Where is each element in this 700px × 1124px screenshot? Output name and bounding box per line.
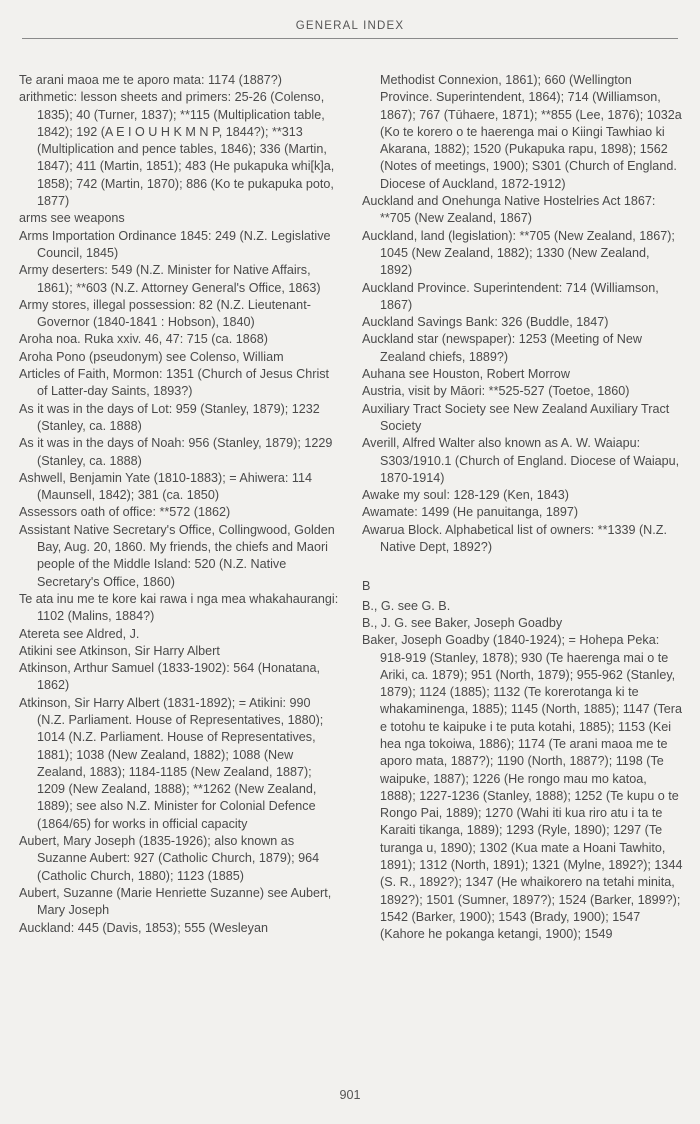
index-entry: Awake my soul: 128-129 (Ken, 1843) [362,488,569,503]
index-entry: arms see weapons [19,211,125,226]
running-header: GENERAL INDEX [22,20,678,39]
index-entry: Averill, Alfred Walter also known as A. W. Waiapu: S303/1910.1 (Church of England. Diocese of Waiapu, 1870-1914) [362,436,680,485]
index-entry: Auxiliary Tract Society see New Zealand Auxiliary Tract Society [362,401,670,433]
index-entry: Atkinson, Sir Harry Albert (1831-1892); = Atikini: 990 (N.Z. Parliament. House of Representatives, 1880); 1014 (N.Z. Parliament. House of Representatives, 1881); 1038 (New Zealand, 1882); 1088 (New Zealand, 1883); 1184-1185 (New Zealand, 1887); 1209 (New Zealand, 1888); **1262 (New Zealand, 1889); see also N.Z. Minister for Colonial Defence (1864/65) for works in official capacity [19,695,324,831]
index-column-left [19,72,341,937]
index-entry: Auckland Province. Superintendent: 714 (Williamson, 1867) [362,280,659,312]
index-entry: As it was in the days of Lot: 959 (Stanley, 1879); 1232 (Stanley, ca. 1888) [19,401,320,433]
index-entry: Auhana see Houston, Robert Morrow [362,367,570,382]
index-entry: Aubert, Mary Joseph (1835-1926); also known as Suzanne Aubert: 927 (Catholic Church, 1879); 964 (Catholic Church, 1880); 1123 (1885) [19,834,320,883]
index-entry-continued: Methodist Connexion, 1861); 660 (Wellington Province. Superintendent, 1864); 714 (Williamson, 1867); 767 (Tūhaere, 1871); **855 (Lee, 1876); 1032a (Ko te korero o te haerenga mai o Kiingi Tawhiao ki Akarana, 1882); 1520 (Pukapuka rapu, 1898); 1562 (Notes of meetings, 1900); S301 (Church of England. Diocese of Auckland, 1872-1912) [380,73,682,191]
index-entry: Assistant Native Secretary's Office, Collingwood, Golden Bay, Aug. 20, 1860. My friends, the chiefs and Maori people of the Middle Island: 520 (N.Z. Native Secretary's Office, 1860) [19,522,335,589]
index-entry: B., G. see G. B. [362,598,451,613]
index-entry: Auckland: 445 (Davis, 1853); 555 (Wesleyan [19,920,268,935]
index-entry: Assessors oath of office: **572 (1862) [19,505,231,520]
index-column-right [362,72,684,944]
index-entry: Atereta see Aldred, J. [19,626,140,641]
index-entry: Austria, visit by Māori: **525-527 (Toetoe, 1860) [362,384,630,399]
index-entry: As it was in the days of Noah: 956 (Stanley, 1879); 1229 (Stanley, ca. 1888) [19,436,333,468]
index-entry: Arms Importation Ordinance 1845: 249 (N.Z. Legislative Council, 1845) [19,228,331,260]
index-entry: Aroha Pono (pseudonym) see Colenso, William [19,349,284,364]
index-entry: Army stores, illegal possession: 82 (N.Z. Lieutenant-Governor (1840-1841 : Hobson), 1840) [19,297,311,330]
page-number: 901 [339,1088,361,1102]
index-entry: Baker, Joseph Goadby (1840-1924); = Hohepa Peka: 918-919 (Stanley, 1878); 930 (Te haerenga mai o te Ariki, ca. 1879); 951 (North, 1879); 955-962 (Stanley, 1879); 1124 (1885); 1132 (Te korerotanga ki te whakaminenga, 1885); 1145 (North, 1885); 1147 (Tera e totohu te kaipuke i te puta kotahi, 1885); 1153 (Kei hea nga tokoiwa, 1886); 1174 (Te arani maoa me te aporo mata, 1887?); 1190 (North, 1887?); 1198 (Te waipuke, 1887); 1226 (He rongo mau mo katoa, 1888); 1227-1236 (Stanley, 1888); 1252 (Te kupu o te Rongo Pai, 1889); 1270 (Wahi iti kua riro atu i ta te Karaiti tikanga, 1889); 1293 (Ryle, 1890); 1297 (Te turanga u, 1890); 1302 (Kua mate a Hoani Tawhito, 1891); 1312 (North, 1891); 1321 (Mylne, 1892?); 1344 (S. R., 1892?); 1347 (He whaikorero na tetahi minita, 1892?); 1501 (Sumner, 1897?); 1524 (Barker, 1899?); 1542 (Barker, 1900); 1543 (Brady, 1900); 1547 (Kahore he pokanga ketangi, 1900); 1549 [362,633,683,942]
index-entry: Auckland Savings Bank: 326 (Buddle, 1847) [362,315,609,330]
index-entry: Awarua Block. Alphabetical list of owners: **1339 (N.Z. Native Dept, 1892?) [362,522,667,555]
index-entry: Aroha noa. Ruka xxiv. 46, 47: 715 (ca. 1868) [19,332,268,347]
index-entry: Army deserters: 549 (N.Z. Minister for Native Affairs, 1861); **603 (N.Z. Attorney General's Office, 1863) [19,263,321,295]
index-entry: Atkinson, Arthur Samuel (1833-1902): 564 (Honatana, 1862) [19,661,321,693]
index-entry: Te arani maoa me te aporo mata: 1174 (1887?) [19,73,282,87]
section-letter-heading: B [362,579,371,594]
index-entry: Auckland, land (legislation): **705 (New Zealand, 1867); 1045 (New Zealand, 1882); 1330 (New Zealand, 1892) [362,228,675,278]
index-entry: Ashwell, Benjamin Yate (1810-1883); = Ahiwera: 114 (Maunsell, 1842); 381 (ca. 1850) [19,470,312,503]
index-entry: Auckland star (newspaper): 1253 (Meeting of New Zealand chiefs, 1889?) [362,332,643,364]
index-entry: Te ata inu me te kore kai rawa i nga mea whakahaurangi: 1102 (Malins, 1884?) [19,591,339,624]
index-entry: Articles of Faith, Mormon: 1351 (Church of Jesus Christ of Latter-day Saints, 1893?) [19,367,330,399]
index-entry: B., J. G. see Baker, Joseph Goadby [362,615,563,630]
index-entry: Auckland and Onehunga Native Hostelries Act 1867: **705 (New Zealand, 1867) [362,194,656,226]
index-entry: Atikini see Atkinson, Sir Harry Albert [19,643,220,658]
index-entry: Aubert, Suzanne (Marie Henriette Suzanne) see Aubert, Mary Joseph [19,885,332,918]
index-entry: arithmetic: lesson sheets and primers: 25-26 (Colenso, 1835); 40 (Turner, 1837); **115 (Multiplication table, 1842); 192 (A E I O U H K M N P, 1844?); **313 (Multiplication and pence tables, 1846); 336 (Martin, 1847); 411 (Martin, 1851); 483 (He pukapuka whi[k]a, 1858); 742 (Martin, 1870); 886 (Ko te pukapuka poto, 1877) [19,90,335,209]
index-entry: Awamate: 1499 (He panuitanga, 1897) [362,505,579,520]
